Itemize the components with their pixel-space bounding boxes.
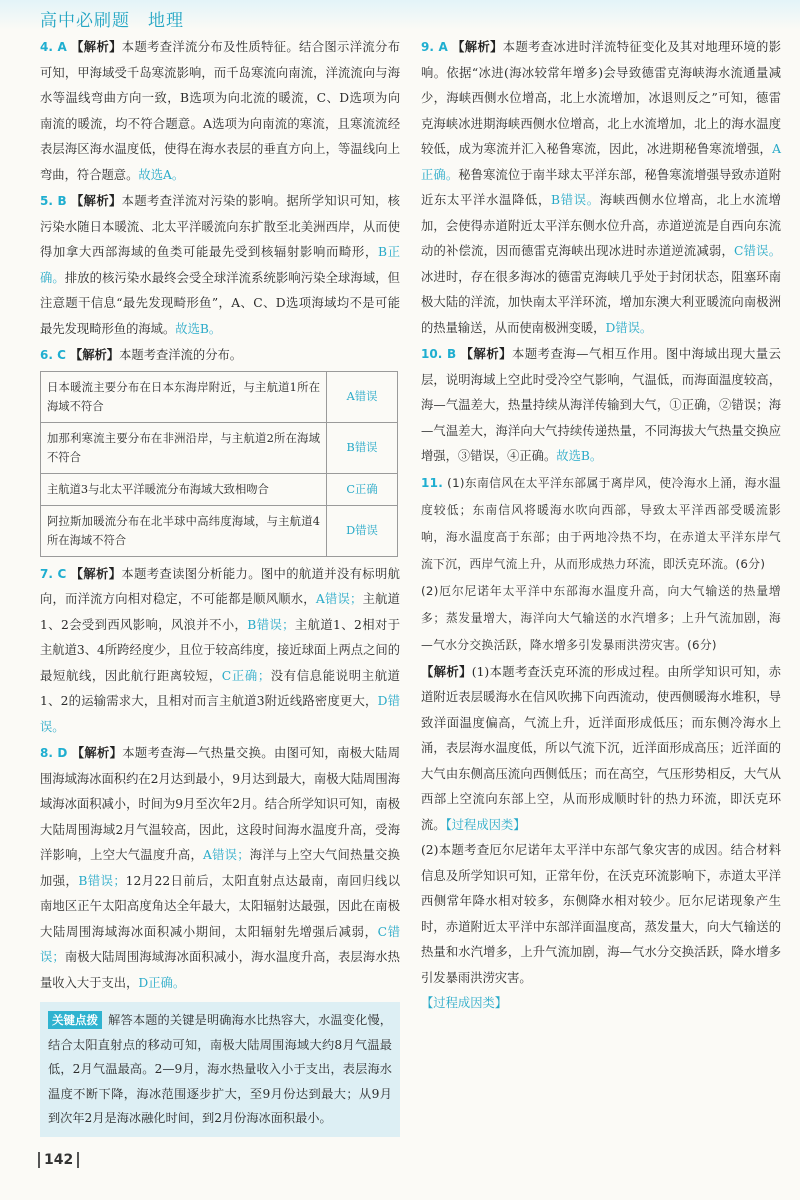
category-tag: 【过程成因类】 — [445, 817, 526, 832]
table-result: D错误 — [327, 505, 398, 556]
answer-text: 主航道1、2会受到西风影响，风浪并不小， — [40, 592, 400, 632]
answer-mark: A错误； — [315, 592, 363, 606]
answer-text: 海洋与上空大气间热量交换加强， — [40, 848, 400, 888]
table-result: C正确 — [327, 473, 398, 505]
answer-text: 本题考查海—气相互作用。图中海域出现大量云层，说明海域上空此时受冷空气影响，气温低，而海面温度较高，海—气温差大，热量持续从海洋传输到大气，①正确，②错误；海—气温差大，海洋向大气持续传递热量，不同海拔大气热量交换应增强，③错误，④正确。 — [421, 347, 781, 463]
answer-text: (1)本题考查沃克环流的形成过程。由所学知识可知，赤道附近表层暖海水在信风吹拂下向西流动，使西侧暖海水堆积，导致洋面温度偏高，气流上升，近洋面形成低压；而东侧冷海水上涌，表层海水温度低，所以气流下沉，近洋面形成高压；近洋面的大气由东侧高压流向西侧低压；而在高空，气压形势相反，大气从西部上空流向东部上空，从而形成顺时针的热力环流，即沃克环流。 — [421, 664, 781, 832]
table-result: B错误 — [327, 422, 398, 473]
answer-q10 — [421, 341, 781, 470]
analysis-label: 【解析】 — [70, 565, 122, 581]
analysis-label: 【解析】 — [70, 193, 122, 208]
handwritten-answer-2 — [421, 578, 781, 659]
answer-q9 — [421, 34, 781, 341]
table-result: A错误 — [327, 371, 398, 422]
analysis-label: 【解析】 — [451, 39, 503, 54]
analysis-label: 【解析】 — [70, 39, 122, 54]
left-column — [40, 34, 400, 1137]
answer-text: 本题考查洋流的分布。 — [119, 348, 243, 362]
table-cell: 主航道3与北太平洋暖流分布海域大致相吻合 — [41, 473, 327, 505]
answer-mark: A正确。 — [421, 142, 781, 182]
key-point-text: 解答本题的关键是明确海水比热容大，水温变化慢，结合太阳直射点的移动可知，南极大陆周围海域大约8月气温最低，2月气温最高。2—9月，海水热量收入小于支出，表层海水温度不断下降，海冰范围逐步扩大，至9月份达到最大；从9月到次年2月是海冰融化时间，到2月份海冰面积最小。 — [48, 1013, 392, 1125]
answer-text: 排放的核污染水最终会受全球洋流系统影响污染全球海域，但注意题干信息“最先发现畸形鱼”，A、C、D选项海域均不是可能最先发现畸形鱼的海域。 — [40, 270, 400, 336]
answer-mark: D错误。 — [605, 320, 653, 335]
table-row — [41, 473, 398, 505]
answer-mark: B错误； — [247, 617, 295, 632]
answer-mark: B正确。 — [40, 245, 400, 285]
key-point-label: 关键点拨 — [48, 1011, 102, 1029]
answer-conclusion: 故选B。 — [175, 321, 222, 336]
answer-mark: B错误； — [78, 873, 126, 888]
answer-text: 南极大陆周围海域海冰面积减小，海水温度升高，表层海水热量收入大于支出， — [40, 950, 400, 990]
analysis-label: 【解析】 — [71, 745, 123, 760]
table-row — [41, 422, 398, 473]
explanation-2 — [421, 838, 781, 991]
question-number: 8. D — [40, 746, 68, 760]
answer-text: (1)东南信风在太平洋东部属于离岸风，使冷海水上涌，海水温度较低；东南信风将暖海水吹向西部，导致太平洋西部受暖流影响，海水温度高于东部；由于两地冷热不均，在赤道太平洋东岸气流下沉，西岸气流上升，从而形成热力环流，即沃克环流。(6分) — [421, 475, 781, 571]
table-row — [41, 371, 398, 422]
option-table — [40, 371, 398, 557]
category-tag: 【过程成因类】 — [421, 996, 508, 1010]
answer-q4 — [40, 34, 400, 188]
answer-q6 — [40, 342, 400, 557]
page-number: 142 — [38, 1152, 79, 1168]
table-cell: 加那利寒流主要分布在非洲沿岸，与主航道2所在海域不符合 — [41, 422, 327, 473]
answer-conclusion: 故选A。 — [138, 167, 185, 182]
table-row — [41, 505, 398, 556]
answer-mark: A错误； — [203, 848, 250, 862]
question-number: 4. A — [40, 40, 67, 54]
right-column — [421, 34, 781, 1017]
handwritten-answer-1 — [421, 470, 781, 578]
answer-conclusion: 故选B。 — [556, 449, 603, 463]
answer-text: 本题考查洋流分布及性质特征。结合图示洋流分布可知，甲海域受千岛寒流影响，而千岛寒流向南流，洋流流向与海水等温线弯曲方向一致，B选项为向北流的暖流，C、D选项为向南流的暖流，均不符合题意。A选项为向南流的寒流，且寒流流经表层海区海水温度低，使得在海水表层的垂直方向上，等温线向上弯曲，符合题意。 — [40, 40, 400, 182]
answer-text: (2)厄尔尼诺年太平洋中东部海水温度升高，向大气输送的热量增多；蒸发量增大，海洋向大气输送的水汽增多；上升气流加剧，海—气水分交换活跃，降水增多引发暴雨洪涝灾害。(6分) — [421, 583, 781, 652]
answer-text: 没有信息能说明主航道1、2的运输需求大，且相对而言主航道3附近线路密度更大， — [40, 668, 400, 708]
question-number: 5. B — [40, 194, 67, 208]
page-header-title: 高中必刷题 地理 — [40, 11, 184, 31]
answer-mark: C错误。 — [734, 244, 781, 258]
answer-text: 秘鲁寒流位于南半球太平洋东部，秘鲁寒流增强导致赤道附近东太平洋水温降低， — [421, 167, 781, 207]
answer-q5 — [40, 188, 400, 342]
answer-text: (2)本题考查厄尔尼诺年太平洋中东部气象灾害的成因。结合材料信息及所学知识可知，正常年份，在沃克环流影响下，赤道太平洋西侧常年降水相对较多，东侧降水相对较少。厄尔尼诺现象产生时，赤道附近太平洋中东部洋面温度高，蒸发量大，向大气输送的热量和水汽增多，上升气流加剧，海—气水分交换活跃，降水增多引发暴雨洪涝灾害。 — [421, 843, 781, 985]
answer-mark: B错误。 — [550, 193, 600, 207]
question-number: 6. C — [40, 348, 66, 362]
answer-q7 — [40, 561, 400, 741]
answer-text: 主航道1、2相对于主航道3、4所跨经度少，且位于较高纬度，接近球面上两点之间的最短航线，因此航行距离较短， — [40, 617, 400, 683]
answer-mark: C正确； — [221, 668, 271, 683]
answer-text: 海峡西侧水位增高，北上水流增加，会使得赤道附近太平洋东侧水位升高，赤道逆流是自西向东流动的补偿流，因而德雷克海峡出现冰进时赤道逆流减弱， — [421, 193, 781, 258]
answer-mark: C错误； — [40, 924, 400, 964]
answer-mark: D错误。 — [40, 694, 400, 734]
answer-text: 本题考查读图分析能力。图中的航道并没有标明航向，而洋流方向相对稳定，不可能都是顺风顺水， — [40, 566, 400, 606]
answer-text: 本题考查海—气热量交换。由图可知，南极大陆周围海域海冰面积约在2月达到最小，9月达到最大，南极大陆周围海域海冰面积减小，时间为9月至次年2月。结合所学知识可知，南极大陆周围海域2月气温较高，因此，这段时间海水温度升高，受海洋影响，上空大气温度升高， — [40, 746, 400, 862]
answer-text: 本题考查冰进时洋流特征变化及其对地理环境的影响。依据“冰进(海冰较常年增多)会导致德雷克海峡海水流通量减少，海峡西侧水位增高，北上水流增加，冰退则反之”可知，德雷克海峡冰进期海峡西侧水位增高，北上水流增加，北上的海水温度较低，成为寒流并汇入秘鲁寒流，因此，冰进期秘鲁寒流增强， — [421, 40, 781, 156]
question-number: 9. A — [421, 40, 448, 54]
answer-mark: D正确。 — [138, 975, 186, 990]
question-number: 7. C — [40, 566, 67, 581]
answer-text: 本题考查洋流对污染的影响。据所学知识可知，核污染水随日本暖流、北太平洋暖流向东扩散至北美洲西岸，从而使得加拿大西部海域的鱼类可能最先受到核辐射影响而畸形， — [40, 194, 400, 259]
explanation-1 — [421, 659, 781, 839]
question-number: 10. B — [421, 347, 457, 361]
table-cell: 日本暖流主要分布在日本东海岸附近，与主航道1所在海域不符合 — [41, 371, 327, 422]
answer-q8 — [40, 740, 400, 996]
analysis-label: 【解析】 — [69, 347, 120, 362]
answer-q11 — [421, 470, 781, 1017]
key-point-box — [40, 1002, 400, 1137]
question-number: 11. — [421, 475, 444, 490]
analysis-label: 【解析】 — [460, 346, 512, 361]
answer-text: 12月22日前后，太阳直射点达最南，南回归线以南地区正午太阳高度角达全年最大，太阳辐射达最强，因此在南极大陆周围海域海冰面积减小期间，太阳辐射先增强后减弱， — [40, 873, 400, 939]
analysis-label: 【解析】 — [421, 663, 472, 679]
table-cell: 阿拉斯加暖流分布在北半球中高纬度海域，与主航道4所在海域不符合 — [41, 505, 327, 556]
answer-text: 冰进时，存在很多海冰的德雷克海峡几乎处于封闭状态，阻塞环南极大陆的洋流，加快南太平洋环流，增加东澳大利亚暖流向南极洲的热量输送，从而使南极洲变暖， — [421, 269, 781, 335]
